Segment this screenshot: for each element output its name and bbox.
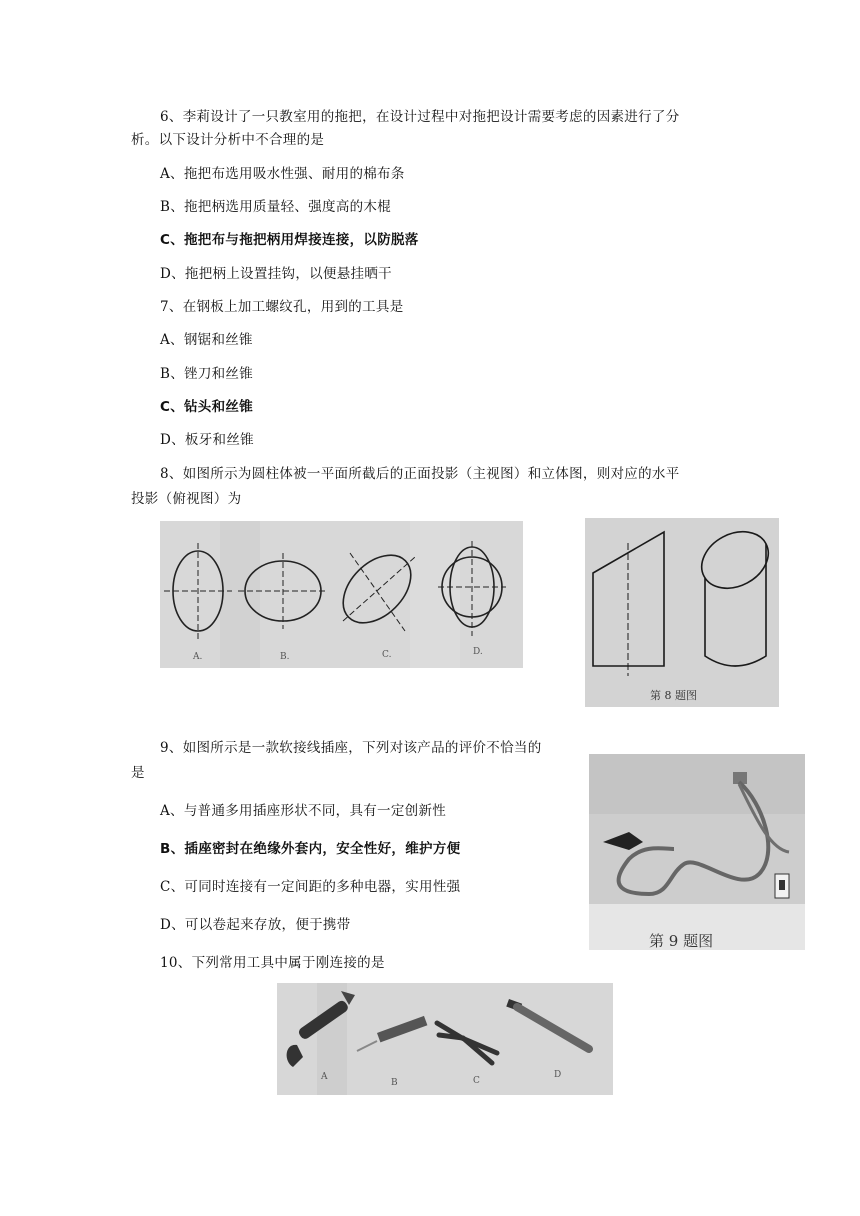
q8-choice-label-b: B. [280, 652, 290, 662]
q8-figure-caption: 第 8 题图 [650, 689, 697, 702]
q10-choice-label-b: B [391, 1078, 398, 1088]
q10-figure [277, 983, 613, 1095]
q8-main-figure [585, 518, 779, 707]
q9-stem-line2: 是 [131, 765, 145, 781]
q7-option-d: D、板牙和丝锥 [160, 432, 254, 448]
q9-option-d: D、可以卷起来存放，便于携带 [160, 917, 351, 933]
q8-choice-label-a: A. [193, 652, 203, 662]
q9-option-a: A、与普通多用插座形状不同，具有一定创新性 [160, 803, 447, 819]
q9-option-b-answer: B、插座密封在绝缘外套内，安全性好，维护方便 [160, 841, 461, 857]
q8-choices-figure [160, 521, 523, 668]
q9-stem-line1: 9、如图所示是一款软接线插座，下列对该产品的评价不恰当的 [160, 740, 542, 756]
q6-option-c-answer: C、拖把布与拖把柄用焊接连接，以防脱落 [160, 232, 419, 248]
q10-choice-label-d: D [554, 1070, 562, 1080]
q10-stem: 10、下列常用工具中属于刚连接的是 [160, 955, 385, 971]
q8-choice-label-c: C. [382, 650, 392, 660]
q7-option-a: A、钢锯和丝锥 [160, 332, 253, 348]
q9-figure [589, 754, 805, 950]
q6-option-b: B、拖把柄选用质量轻、强度高的木棍 [160, 199, 392, 215]
q6-option-d: D、拖把柄上设置挂钩，以便悬挂晒干 [160, 266, 392, 282]
q7-option-b: B、锉刀和丝锥 [160, 366, 254, 382]
q6-option-a: A、拖把布选用吸水性强、耐用的棉布条 [160, 166, 405, 182]
q7-option-c-answer: C、钻头和丝锥 [160, 399, 254, 415]
q8-stem-line1: 8、如图所示为圆柱体被一平面所截后的正面投影（主视图）和立体图，则对应的水平 [160, 466, 680, 482]
q6-stem-line1: 6、李莉设计了一只教室用的拖把，在设计过程中对拖把设计需要考虑的因素进行了分 [160, 109, 680, 125]
q8-stem-line2: 投影（俯视图）为 [131, 491, 242, 507]
q8-choice-label-d: D. [473, 647, 483, 657]
q6-stem-line2: 析。以下设计分析中不合理的是 [131, 132, 325, 148]
q9-figure-caption: 第 9 题图 [649, 932, 714, 950]
q9-option-c: C、可同时连接有一定间距的多种电器，实用性强 [160, 879, 461, 895]
q10-choice-label-c: C [473, 1076, 480, 1086]
q10-choice-label-a: A [321, 1072, 328, 1082]
q7-stem: 7、在钢板上加工螺纹孔，用到的工具是 [160, 299, 404, 315]
